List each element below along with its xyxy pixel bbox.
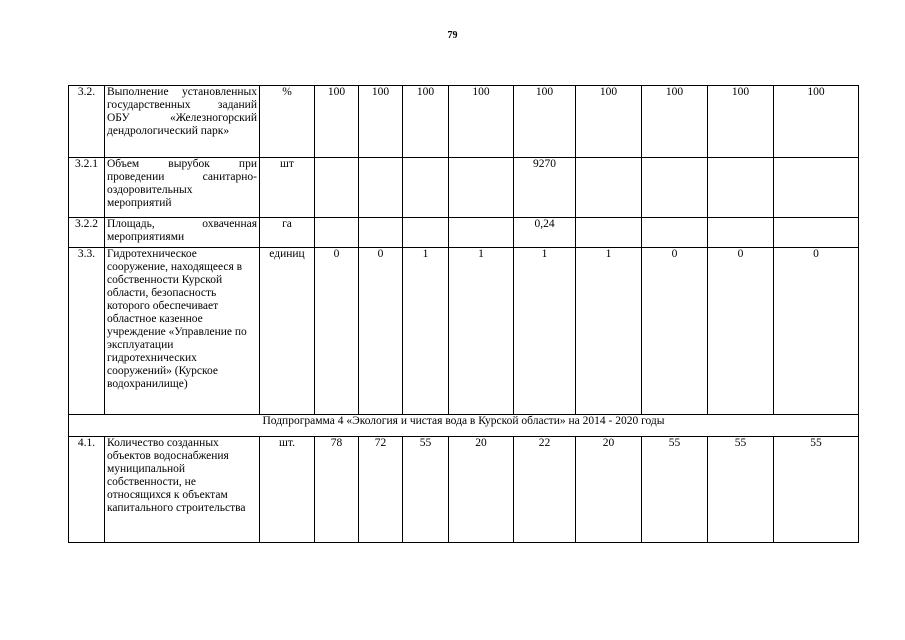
row-number: 3.3.: [69, 248, 105, 415]
row-number: 3.2.: [69, 86, 105, 158]
value-cell: 55: [708, 437, 774, 543]
value-cell: 20: [449, 437, 514, 543]
value-cell: 1: [403, 248, 449, 415]
page-number: 79: [447, 30, 458, 41]
value-cell: [449, 158, 514, 218]
value-cell: 55: [774, 437, 859, 543]
value-cell: 100: [449, 86, 514, 158]
value-cell: 100: [315, 86, 359, 158]
value-cell: 100: [576, 86, 642, 158]
value-cell: [403, 218, 449, 248]
value-cell: 9270: [514, 158, 576, 218]
unit-cell: единиц: [260, 248, 315, 415]
value-cell: 100: [708, 86, 774, 158]
value-cell: 0: [642, 248, 708, 415]
value-cell: 22: [514, 437, 576, 543]
value-cell: [708, 158, 774, 218]
indicator-name: Количество созданных объектов водоснабжения муниципальной собственности, не относящихся к объектам капитального строительства: [105, 437, 260, 543]
unit-cell: га: [260, 218, 315, 248]
value-cell: 0: [315, 248, 359, 415]
row-number: 3.2.1: [69, 158, 105, 218]
table-row: [69, 248, 859, 415]
value-cell: [449, 218, 514, 248]
value-cell: 78: [315, 437, 359, 543]
value-cell: [708, 218, 774, 248]
value-cell: 1: [514, 248, 576, 415]
value-cell: 55: [403, 437, 449, 543]
value-cell: 0,24: [514, 218, 576, 248]
indicator-name: Гидротехническое сооружение, находящееся в собственности Курской области, безопасность которого обеспечивает областное казенное учреждение «Управление по эксплуатации гидротехнических сооружений» (Курское водохранилище): [105, 248, 260, 415]
indicator-name: Выполнение установленных государственных заданий ОБУ «Железногорский дендрологический парк»: [105, 86, 260, 158]
unit-cell: шт: [260, 158, 315, 218]
unit-cell: шт.: [260, 437, 315, 543]
value-cell: 0: [774, 248, 859, 415]
value-cell: 100: [403, 86, 449, 158]
table-row: [69, 158, 859, 218]
value-cell: 72: [359, 437, 403, 543]
subprogram-title: Подпрограмма 4 «Экология и чистая вода в Курской области» на 2014 - 2020 годы: [69, 415, 859, 437]
value-cell: [359, 218, 403, 248]
value-cell: [774, 158, 859, 218]
value-cell: [315, 158, 359, 218]
value-cell: 1: [449, 248, 514, 415]
value-cell: 0: [708, 248, 774, 415]
value-cell: 100: [774, 86, 859, 158]
row-number: 3.2.2: [69, 218, 105, 248]
table-row: [69, 218, 859, 248]
value-cell: [774, 218, 859, 248]
value-cell: [642, 158, 708, 218]
indicator-name: Объем вырубок при проведении санитарно-оздоровительных мероприятий: [105, 158, 260, 218]
value-cell: [642, 218, 708, 248]
value-cell: 20: [576, 437, 642, 543]
value-cell: 55: [642, 437, 708, 543]
table-row: [69, 437, 859, 543]
value-cell: 100: [359, 86, 403, 158]
value-cell: 0: [359, 248, 403, 415]
subprogram-row: [69, 415, 859, 437]
value-cell: 1: [576, 248, 642, 415]
indicators-table: [68, 85, 859, 543]
value-cell: 100: [642, 86, 708, 158]
table-row: [69, 86, 859, 158]
value-cell: [359, 158, 403, 218]
value-cell: 100: [514, 86, 576, 158]
indicator-name: Площадь, охваченная мероприятиями: [105, 218, 260, 248]
unit-cell: %: [260, 86, 315, 158]
row-number: 4.1.: [69, 437, 105, 543]
value-cell: [576, 158, 642, 218]
value-cell: [576, 218, 642, 248]
value-cell: [403, 158, 449, 218]
value-cell: [315, 218, 359, 248]
